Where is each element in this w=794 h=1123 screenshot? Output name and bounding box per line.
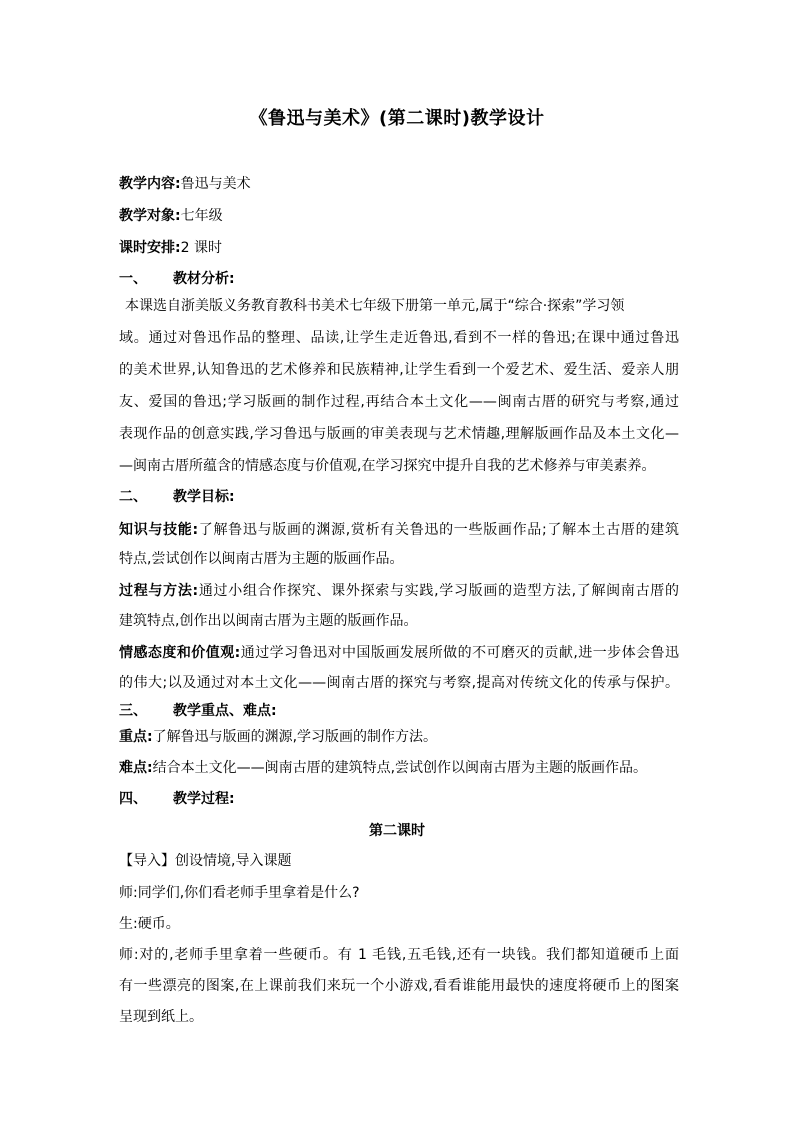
section1-line-6: —闽南古厝所蕴含的情感态度与价值观,在学习探究中提升自我的艺术修养与审美素养。 (119, 458, 656, 474)
key-point-label: 重点: (119, 729, 153, 745)
intro-line: 【导入】创设情境,导入课题 (119, 853, 292, 869)
section3-heading (119, 701, 679, 721)
dialog-line-1: 师:同学们,你们看老师手里拿着是什么? (119, 885, 360, 901)
section1-line-4: 友、爱国的鲁迅;学习版画的制作过程,再结合本土文化——闽南古厝的研究与考察,通过 (119, 394, 679, 410)
schedule-label: 课时安排: (119, 240, 181, 256)
knowledge-label: 知识与技能: (119, 522, 199, 538)
knowledge-line-2: 特点,尝试创作以闽南古厝为主题的版画作品。 (119, 551, 404, 567)
section1-line-2: 域。通过对鲁迅作品的整理、品读,让学生走近鲁迅,看到不一样的鲁迅;在课中通过鲁迅 (119, 330, 679, 346)
section1-number: 一、 (119, 271, 147, 287)
section3-title: 教学重点、难点: (173, 703, 277, 719)
process-line-1 (119, 581, 679, 601)
schedule-value: 2 课时 (180, 240, 222, 256)
content-value: 鲁迅与美术 (180, 176, 251, 192)
process-label: 过程与方法: (119, 583, 199, 599)
knowledge-line-1 (119, 520, 679, 540)
key-point-text: 了解鲁迅与版画的渊源,学习版画的制作方法。 (152, 729, 438, 745)
target-value: 七年级 (180, 208, 223, 224)
target-label: 教学对象: (119, 208, 181, 224)
emotion-text-1: 通过学习鲁迅对中国版画发展所做的不可磨灭的贡献,进一步体会鲁迅 (240, 645, 679, 661)
section1-line-3: 的美术世界,认知鲁迅的艺术修养和民族精神,让学生看到一个爱艺术、爱生活、爱亲人朋 (119, 362, 679, 378)
section2-title: 教学目标: (173, 489, 235, 505)
section1-title: 教材分析: (173, 271, 235, 287)
emotion-label: 情感态度和价值观: (119, 645, 241, 661)
difficulty-text: 结合本土文化——闽南古厝的建筑特点,尝试创作以闽南古厝为主题的版画作品。 (152, 760, 648, 776)
difficulty-label: 难点: (119, 760, 153, 776)
meta-content-line (119, 174, 679, 194)
content-label: 教学内容: (119, 176, 181, 192)
lesson-subheading: 第二课时 (369, 823, 425, 839)
dialog-line-2: 生:硬币。 (119, 916, 180, 932)
section1-heading (119, 269, 679, 289)
section2-number: 二、 (119, 489, 147, 505)
section4-title: 教学过程: (173, 791, 235, 807)
difficulty-line (119, 758, 679, 778)
knowledge-text-1: 了解鲁迅与版画的渊源,赏析有关鲁迅的一些版画作品;了解本土古厝的建筑 (198, 522, 679, 538)
paragraph-line-2: 有一些漂亮的图案,在上课前我们来玩一个小游戏,看看谁能用最快的速度将硬币上的图案 (119, 978, 679, 994)
section2-heading (119, 487, 679, 507)
paragraph-line-1: 师:对的,老师手里拿着一些硬币。有 1 毛钱,五毛钱,还有一块钱。我们都知道硬币上面 (119, 947, 679, 963)
section1-line-1: 本课选自浙美版义务教育教科书美术七年级下册第一单元,属于“综合·探索”学习领 (125, 298, 625, 314)
paragraph-line-3: 呈现到纸上。 (119, 1009, 203, 1025)
section3-number: 三、 (119, 703, 147, 719)
section4-heading (119, 789, 679, 809)
emotion-line-1 (119, 643, 679, 663)
section1-line-5: 表现作品的创意实践,学习鲁迅与版画的审美表现与艺术情趣,理解版画作品及本土文化— (119, 426, 679, 442)
process-line-2: 建筑特点,创作出以闽南古厝为主题的版画作品。 (119, 613, 418, 629)
page-title: 《鲁迅与美术》(第二课时)教学设计 (249, 108, 545, 129)
emotion-line-2: 的伟大;以及通过对本土文化——闽南古厝的探究与考察,提高对传统文化的传承与保护。 (119, 675, 679, 691)
meta-schedule-line (119, 238, 679, 258)
process-text-1: 通过小组合作探究、课外探索与实践,学习版画的造型方法,了解闽南古厝的 (198, 583, 679, 599)
key-point-line (119, 727, 679, 747)
section4-number: 四、 (119, 791, 147, 807)
meta-target-line (119, 206, 679, 226)
